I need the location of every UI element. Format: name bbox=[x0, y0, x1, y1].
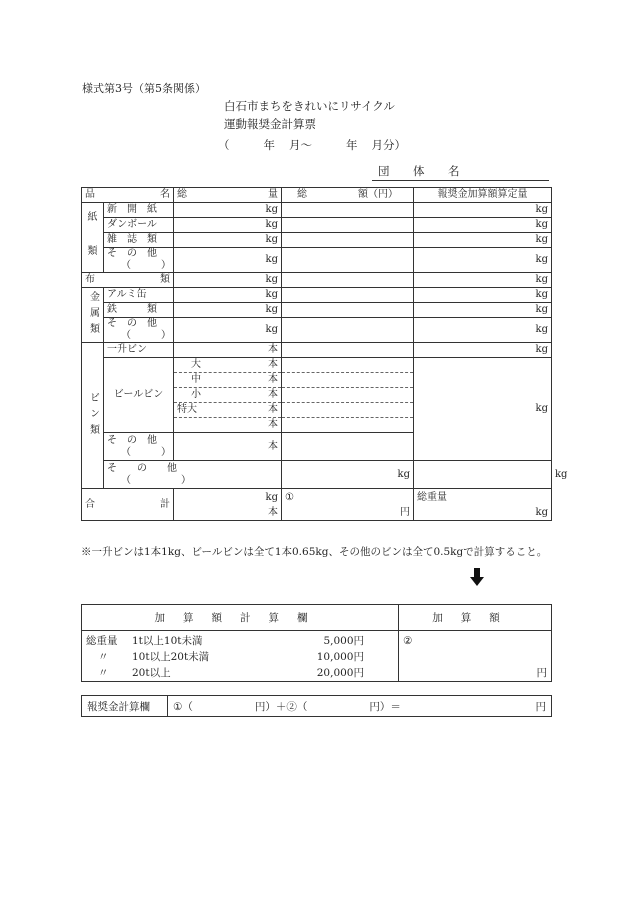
total-amount-cell[interactable]: ① 円 bbox=[282, 489, 414, 521]
qty-cell[interactable]: kg bbox=[282, 461, 414, 489]
amount-cell[interactable] bbox=[282, 203, 414, 218]
paper-category-bottom: 類 bbox=[82, 233, 104, 273]
bottle-calc-cell[interactable]: kg bbox=[414, 358, 552, 461]
item-label: 雑 誌 類 bbox=[104, 233, 174, 248]
calc-cell[interactable]: kg bbox=[414, 343, 552, 358]
fee-formula[interactable]: ①（ 円）＋②（ 円）＝ 円 bbox=[168, 696, 552, 717]
total-qty-cell[interactable]: kg 本 bbox=[174, 489, 282, 521]
item-label: 鉄 類 bbox=[104, 303, 174, 318]
calc-cell[interactable]: kg bbox=[414, 218, 552, 233]
qty-cell[interactable]: kg bbox=[174, 203, 282, 218]
amount-cell[interactable] bbox=[282, 343, 414, 358]
total-label: 合 計 bbox=[82, 489, 174, 521]
amount-cell[interactable] bbox=[282, 218, 414, 233]
table-row bbox=[82, 318, 552, 343]
amount-cell[interactable] bbox=[282, 358, 414, 373]
qty-cell[interactable]: kg bbox=[174, 318, 282, 343]
amount-cell[interactable] bbox=[282, 273, 414, 288]
head-qty: 総 量 bbox=[174, 188, 282, 203]
amount-cell[interactable] bbox=[282, 248, 414, 273]
table-row bbox=[82, 358, 552, 373]
calc-head-right: 加算額 bbox=[399, 605, 552, 631]
qty-cell[interactable]: 本 bbox=[174, 343, 282, 358]
amount-cell[interactable] bbox=[282, 433, 414, 461]
table-row bbox=[82, 248, 552, 273]
total-row bbox=[82, 489, 552, 521]
item-label: そ の 他 （ ） bbox=[104, 248, 174, 273]
calc-row-0: 総重量 1t以上10t未満 5,000円 bbox=[86, 634, 364, 647]
fee-label: 報奨金計算欄 bbox=[82, 696, 168, 717]
amount-cell[interactable] bbox=[282, 233, 414, 248]
size-cell: 本 bbox=[174, 418, 282, 433]
item-label: そ の 他 （ ） bbox=[104, 433, 174, 461]
head-amount: 総 額（円） bbox=[282, 188, 414, 203]
bottle-category: ビン類 bbox=[82, 343, 104, 489]
calc-cell[interactable]: kg bbox=[414, 203, 552, 218]
amount-cell[interactable] bbox=[414, 461, 552, 489]
amount-cell[interactable] bbox=[282, 388, 414, 403]
amount-cell[interactable] bbox=[282, 303, 414, 318]
table-row bbox=[82, 273, 552, 288]
head-item: 品 名 bbox=[82, 188, 174, 203]
size-cell: 大 本 bbox=[174, 358, 282, 373]
table-row bbox=[82, 233, 552, 248]
recycling-table bbox=[81, 187, 568, 521]
beer-label: ビールビン bbox=[104, 358, 174, 433]
head-calc: 報奨金加算額算定量 bbox=[414, 188, 552, 203]
size-cell: 特大 本 bbox=[174, 403, 282, 418]
calc-amount-cell[interactable]: ② 円 bbox=[399, 631, 552, 682]
amount-cell[interactable] bbox=[282, 318, 414, 343]
table-row bbox=[82, 343, 552, 358]
title-line-1: 白石市まちをきれいにリサイクル bbox=[224, 99, 395, 113]
calculation-note: ※一升ビンは1本1kg、ビールビンは全て1本0.65kg、その他のビンは全て0.5kgで計算すること。 bbox=[81, 546, 548, 558]
amount-cell[interactable] bbox=[282, 288, 414, 303]
qty-cell[interactable]: kg bbox=[174, 273, 282, 288]
amount-cell[interactable] bbox=[282, 403, 414, 418]
period-line: （ 年 月～ 年 月分） bbox=[218, 138, 406, 152]
calc-cell[interactable]: kg bbox=[414, 318, 552, 343]
table-row bbox=[82, 303, 552, 318]
qty-cell[interactable]: kg bbox=[174, 218, 282, 233]
qty-cell[interactable]: kg bbox=[174, 233, 282, 248]
group-name-field[interactable]: 団 体 名 bbox=[372, 163, 549, 181]
table-row bbox=[82, 203, 552, 218]
size-cell: 中 本 bbox=[174, 373, 282, 388]
form-number: 様式第3号（第5条関係） bbox=[82, 82, 206, 95]
paper-category-top: 紙 bbox=[82, 203, 104, 233]
qty-cell[interactable]: kg bbox=[174, 288, 282, 303]
qty-cell[interactable]: kg bbox=[174, 248, 282, 273]
table-row bbox=[82, 288, 552, 303]
bonus-calc-table bbox=[81, 604, 552, 682]
calc-row-2: 〃 20t以上 20,000円 bbox=[98, 666, 364, 679]
total-weight-cell[interactable]: 総重量 kg bbox=[414, 489, 552, 521]
table-row bbox=[82, 218, 552, 233]
calc-rows bbox=[82, 631, 399, 682]
misc-label: そ の 他 （ ） bbox=[104, 461, 282, 489]
item-label: 一升ビン bbox=[104, 343, 174, 358]
amount-cell[interactable] bbox=[282, 373, 414, 388]
item-label: そ の 他 （ ） bbox=[104, 318, 174, 343]
fee-calc-table bbox=[81, 695, 552, 717]
item-label: ダンボール bbox=[104, 218, 174, 233]
amount-cell[interactable] bbox=[282, 418, 414, 433]
qty-cell[interactable]: kg bbox=[174, 303, 282, 318]
item-label: アルミ缶 bbox=[104, 288, 174, 303]
metal-category: 金属類 bbox=[82, 288, 104, 343]
down-arrow-icon bbox=[470, 568, 484, 586]
calc-row-1: 〃 10t以上20t未満 10,000円 bbox=[98, 650, 364, 663]
item-label: 新 開 紙 bbox=[104, 203, 174, 218]
calc-cell[interactable]: kg bbox=[414, 273, 552, 288]
calc-cell[interactable]: kg bbox=[414, 288, 552, 303]
table-header-row bbox=[82, 188, 552, 203]
title-line-2: 運動報奨金計算票 bbox=[224, 117, 316, 131]
cloth-label: 布 類 bbox=[82, 273, 174, 288]
table-row: そ の 他 （ ） kg kg bbox=[82, 461, 552, 489]
calc-cell[interactable]: kg bbox=[414, 303, 552, 318]
size-cell: 小 本 bbox=[174, 388, 282, 403]
calc-head-left: 加算額計算欄 bbox=[82, 605, 399, 631]
calc-cell[interactable]: kg bbox=[414, 248, 552, 273]
qty-cell[interactable]: 本 bbox=[174, 433, 282, 461]
calc-cell[interactable]: kg bbox=[414, 233, 552, 248]
